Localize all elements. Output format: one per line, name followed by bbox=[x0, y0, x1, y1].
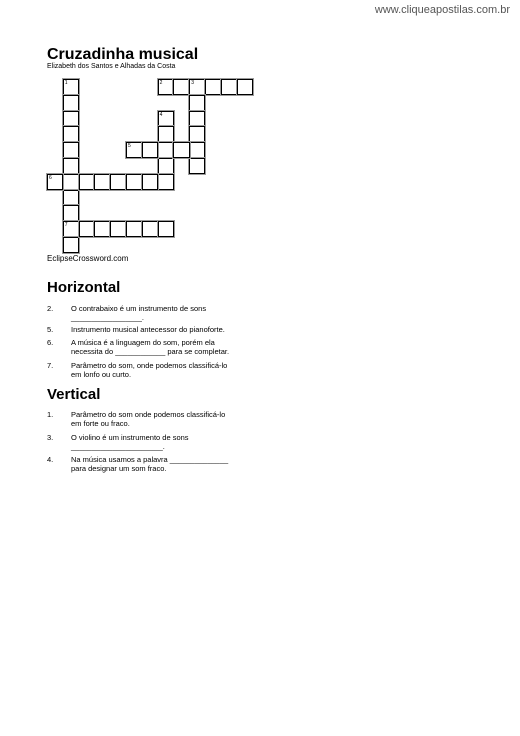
crossword-cell bbox=[110, 174, 126, 190]
author-line: Elizabeth dos Santos e Alhadas da Costa bbox=[47, 63, 176, 70]
crossword-cell bbox=[189, 142, 205, 158]
clue-number: 2. bbox=[47, 304, 54, 313]
crossword-cell bbox=[189, 158, 205, 174]
cell-number: 1 bbox=[64, 80, 68, 86]
crossword-cell bbox=[158, 79, 174, 95]
crossword-cell bbox=[142, 142, 158, 158]
clue-text: A música é a linguagem do som, porém ela necessita do ____________ para se completar. bbox=[71, 338, 230, 356]
crossword-cell bbox=[221, 79, 237, 95]
crossword-cell bbox=[63, 142, 79, 158]
crossword-cell bbox=[63, 95, 79, 111]
crossword-cell bbox=[158, 221, 174, 237]
crossword-cell bbox=[63, 158, 79, 174]
crossword-cell bbox=[142, 221, 158, 237]
crossword-cell bbox=[158, 174, 174, 190]
horizontal-heading: Horizontal bbox=[47, 279, 121, 296]
crossword-cell bbox=[94, 174, 110, 190]
crossword-cell bbox=[63, 205, 79, 221]
crossword-cell bbox=[189, 111, 205, 127]
cell-number: 3 bbox=[191, 80, 194, 86]
crossword-cell bbox=[126, 221, 142, 237]
crossword-cell bbox=[158, 158, 174, 174]
crossword-cell bbox=[237, 79, 253, 95]
crossword-cell bbox=[158, 142, 174, 158]
clue-number: 6. bbox=[47, 338, 54, 347]
clue-number: 3. bbox=[47, 433, 54, 442]
crossword-cell bbox=[189, 95, 205, 111]
crossword-cell bbox=[63, 174, 79, 190]
crossword-cell bbox=[79, 174, 95, 190]
crossword-cell bbox=[63, 237, 79, 253]
cell-number: 6 bbox=[49, 174, 52, 181]
crossword-cell bbox=[63, 190, 79, 206]
credit-text: EclipseCrossword.com bbox=[47, 254, 129, 263]
crossword-cell bbox=[63, 221, 79, 237]
crossword-cell bbox=[189, 79, 205, 95]
clue-number: 5. bbox=[47, 325, 54, 334]
cell-number: 4 bbox=[159, 111, 163, 118]
page-title: Cruzadinha musical bbox=[47, 46, 199, 63]
crossword-cell bbox=[110, 221, 126, 237]
clue-text: Parâmetro do som onde podemos classificá-lo em forte ou fraco. bbox=[71, 410, 226, 428]
clue-number: 7. bbox=[47, 361, 54, 370]
clue-number: 1. bbox=[47, 410, 54, 419]
crossword-cell bbox=[47, 174, 63, 190]
crossword-cell bbox=[126, 142, 142, 158]
clue-text: Instrumento musical antecessor do pianoforte. bbox=[71, 325, 225, 334]
crossword-cell bbox=[173, 79, 189, 95]
crossword-cell bbox=[63, 126, 79, 142]
clue-text: O violino é um instrumento de sons ______________________. bbox=[71, 433, 189, 451]
site-url: www.cliqueapostilas.com.br bbox=[374, 4, 510, 16]
clue-number: 4. bbox=[47, 455, 54, 464]
cell-number: 5 bbox=[128, 143, 131, 150]
crossword-cell bbox=[205, 79, 221, 95]
clue-text: Parâmetro do som, onde podemos classificá-lo em lonfo ou curto. bbox=[71, 361, 228, 379]
vertical-heading: Vertical bbox=[47, 386, 101, 403]
crossword-cell bbox=[173, 142, 189, 158]
crossword-cell bbox=[79, 221, 95, 237]
clue-text: O contrabaixo é um instrumento de sons _________________. bbox=[71, 304, 207, 322]
crossword-cell bbox=[94, 221, 110, 237]
crossword-cell bbox=[158, 126, 174, 142]
clue-text: Na música usamos a palavra ______________ para designar um som fraco. bbox=[71, 455, 229, 473]
cell-number: 2 bbox=[159, 80, 163, 86]
crossword-grid bbox=[0, 0, 520, 280]
crossword-cell bbox=[63, 111, 79, 127]
cell-number: 7 bbox=[64, 222, 68, 229]
crossword-cell bbox=[158, 111, 174, 127]
crossword-cell bbox=[126, 174, 142, 190]
crossword-cell bbox=[189, 126, 205, 142]
crossword-cell bbox=[142, 174, 158, 190]
crossword-cell bbox=[63, 79, 79, 95]
